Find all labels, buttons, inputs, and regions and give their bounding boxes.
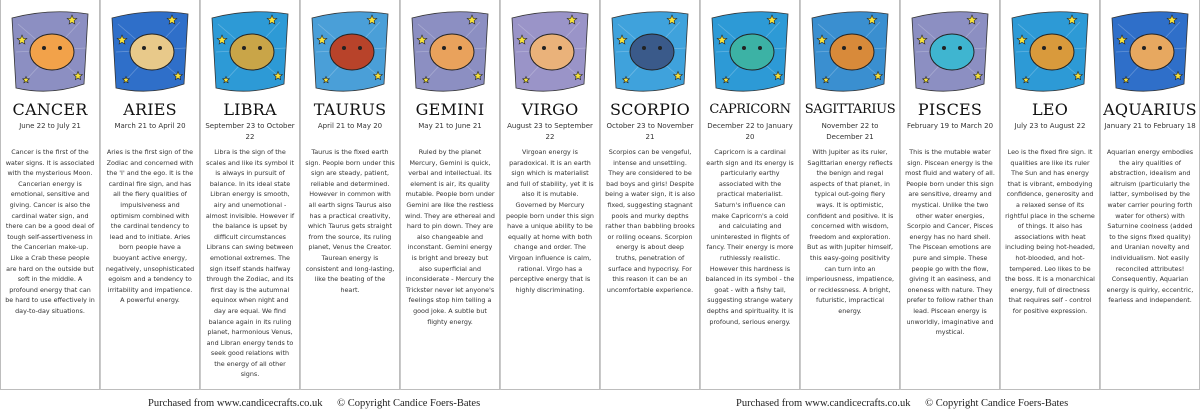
sign-description: This is the mutable water sign. Piscean energy is the most fluid and watery of all. People born under this sign are sensitive, dreamy and mystical. Unlike the two other water energies, Scorpio and Cancer, Pisces energy has no hard shell. The Piscean emotions are pure and simple. These people go with the flow, giving it an easiness, and oneness with nature. They prefer to follow rather than lead. Piscean energy is unworldly, imaginative and mystical. <box>905 148 995 337</box>
copyright-text: © Copyright Candice Foers-Bates <box>337 398 481 409</box>
sign-dates: November 22 to December 21 <box>821 122 879 141</box>
sign-dates: August 23 to September 22 <box>507 122 593 141</box>
water-bearer-icon <box>1106 4 1194 100</box>
bookmark-aquarius <box>1100 0 1200 390</box>
bookmark-scorpio <box>600 0 700 390</box>
bookmark-cancer <box>0 0 100 390</box>
bookmark-libra <box>200 0 300 390</box>
bookmark-pisces <box>900 0 1000 390</box>
bookmark-leo <box>1000 0 1100 390</box>
sign-description: Libra is the sign of the scales and like its symbol it is always in pursuit of balance. In its ideal state Libran energy is smooth, airy and unemotional - almost invisible. However if the balance is upset by difficult circumstances Librans can swing between emotional extremes. The sign itself stands halfway through the Zodiac, and its first day is the autumnal equinox when night and day are equal. We find balance again in its ruling planet, harmonious Venus, and Libran energy tends to seek good relations with the energy of all other signs. <box>205 148 295 379</box>
footer-credit-right <box>736 398 1068 409</box>
sign-title: PISCES <box>917 100 983 119</box>
sign-description: Leo is the fixed fire sign. It qualities are like its ruler The Sun and has energy that is vibrant, embodying confidence, generosity and a relaxed sense of its rightful place in the scheme of things. It also has associations with heat including being hot-headed, hot-blooded, and hot-tempered. Leo likes to be the boss. It is a monarchical energy, full of directness that requires self - control for positive expression. <box>1005 148 1095 315</box>
copyright-text: © Copyright Candice Foers-Bates <box>925 398 1069 409</box>
lion-icon <box>1006 4 1094 100</box>
sign-title: TAURUS <box>313 100 387 119</box>
bookmark-aries <box>100 0 200 390</box>
sign-description: Aquarian energy embodies the airy qualities of abstraction, idealism and altruism (particularly the latter, symbolised by the water carrier pouring forth water for others) with Saturnine coolness (added to the signs fixed quality) and Uranian novelty and individualism. Not easily reconciled attributes! Consequently, Aquarian energy is quirky, eccentric, fearless and independent. <box>1106 148 1194 305</box>
bookmark-gemini <box>400 0 500 390</box>
sign-dates: May 21 to June 21 <box>418 122 482 130</box>
sign-title: CANCER <box>12 100 88 119</box>
sign-description: Virgoan energy is paradoxical. It is an earth sign which is materialist and full of stability, yet it is also it is mutable. Governed by Mercury people born under this sign have a unique ability to be equally at home with both change and order. The Virgoan influence is calm, rational. Virgo has a perceptive energy that is highly discriminating. <box>506 148 594 294</box>
sign-dates: December 22 to January 20 <box>707 122 793 141</box>
sign-title: VIRGO <box>521 100 579 119</box>
bookmark-virgo <box>500 0 600 390</box>
fish-icon <box>906 4 994 100</box>
footer-credit-left <box>148 398 480 409</box>
sign-dates: April 21 to May 20 <box>317 122 383 130</box>
sign-title: AQUARIUS <box>1103 100 1197 119</box>
sign-dates: July 23 to August 22 <box>1014 122 1086 130</box>
sign-title: LIBRA <box>223 100 277 119</box>
archer-icon <box>806 4 894 100</box>
crab-icon <box>6 4 94 100</box>
sign-description: Ruled by the planet Mercury, Gemini is quick, verbal and intellectual. Its element is air, its quality mutable. People born under Gemini are like the restless wind. They are ethereal and hard to pin down. They are also changeable and inconstant. Gemini energy is bright and breezy but also superficial and inconsiderate - Mercury the Trickster never let anyone's feelings stop him telling a good joke. A subtle but flighty energy. <box>405 148 495 326</box>
twins-icon <box>406 4 494 100</box>
bull-icon <box>306 4 394 100</box>
sign-dates: January 21 to February 18 <box>1104 122 1196 130</box>
bookmark-capricorn <box>700 0 800 390</box>
sign-description: Scorpios can be vengeful, intense and unsettling. They are considered to be bad boys and girls! Despite being a water sign, it is also fixed, suggesting stagnant pools and murky depths rather than babbling brooks or rolling oceans. Scorpion energy is about deep truths, penetration of surface and hypocrisy. For this reason it can be an uncomfortable experience. <box>605 148 695 294</box>
sign-description: With Jupiter as its ruler, Sagittarian energy reflects the benign and regal aspects of that planet, in typical out-going fiery ways. It is optimistic, confident and positive. It is concerned with wisdom, freedom and exploration. But as with Jupiter himself, this easy-going positivity can turn into an imperiousness, impatience, or recklessness. A bright, futuristic, impractical energy. <box>805 148 895 315</box>
sign-dates: September 23 to October 22 <box>205 122 295 141</box>
purchase-text: Purchased from www.candicecrafts.co.uk <box>736 398 911 409</box>
sign-title: LEO <box>1031 100 1069 119</box>
bookmark-sagittarius <box>800 0 900 390</box>
purchase-text: Purchased from www.candicecrafts.co.uk <box>148 398 323 409</box>
sign-title: CAPRICORN <box>709 102 791 117</box>
sign-title: GEMINI <box>415 100 485 119</box>
bookmark-taurus <box>300 0 400 390</box>
scales-icon <box>206 4 294 100</box>
sign-title: ARIES <box>123 100 177 119</box>
sign-dates: June 22 to July 21 <box>19 122 81 130</box>
sign-dates: February 19 to March 20 <box>906 122 994 130</box>
scorpion-icon <box>606 4 694 100</box>
sign-description: Taurus is the fixed earth sign. People born under this sign are steady, patient, reliable and determined. However in common with all earth signs Taurus also has a practical creativity, which Taurus gets straight from the source, its ruling planet, Venus the Creator. Taurean energy is consistent and long-lasting, like the beating of the heart. <box>305 148 395 294</box>
sign-dates: March 21 to April 20 <box>114 122 186 130</box>
sign-description: Capricorn is a cardinal earth sign and its energy is particularly earthy associated with the practical materialist. Saturn's influence can make Capricorn's a cold and calculating and uninterested in flights of fancy. Their energy is more ruthlessly realistic. However this hardness is balanced in its symbol - the goat - with a fishy tail, suggesting strange watery depths and spirituality. It is profound, serious energy. <box>705 148 795 326</box>
sign-title: SCORPIO <box>610 100 690 119</box>
sign-dates: October 23 to November 21 <box>606 122 694 141</box>
sign-description: Aries is the first sign of the Zodiac and concerned with the 'I' and the ego. It is the cardinal fire sign, and has all the fiery qualities of impulsiveness and optimism combined with the cardinal tendency to lead and to initiate. Aries born people have a buoyant active energy, negatively, unsophisticated egoism and a tendency to irritability and impatience. A powerful energy. <box>105 148 195 305</box>
ram-icon <box>106 4 194 100</box>
sea-goat-icon <box>706 4 794 100</box>
sign-title: SAGITTARIUS <box>804 102 896 117</box>
maiden-icon <box>506 4 594 100</box>
sign-description: Cancer is the first of the water signs. It is associated with the mysterious Moon. Cancerian energy is emotional, sensitive and giving. Cancer is also the cardinal water sign, and there can be a good deal of tough self-assertiveness in the Cancerian make-up. Like a Crab these people are hard on the outside but soft in the middle. A profound energy that can be hard to use effectively in day-to-day situations. <box>5 148 95 315</box>
